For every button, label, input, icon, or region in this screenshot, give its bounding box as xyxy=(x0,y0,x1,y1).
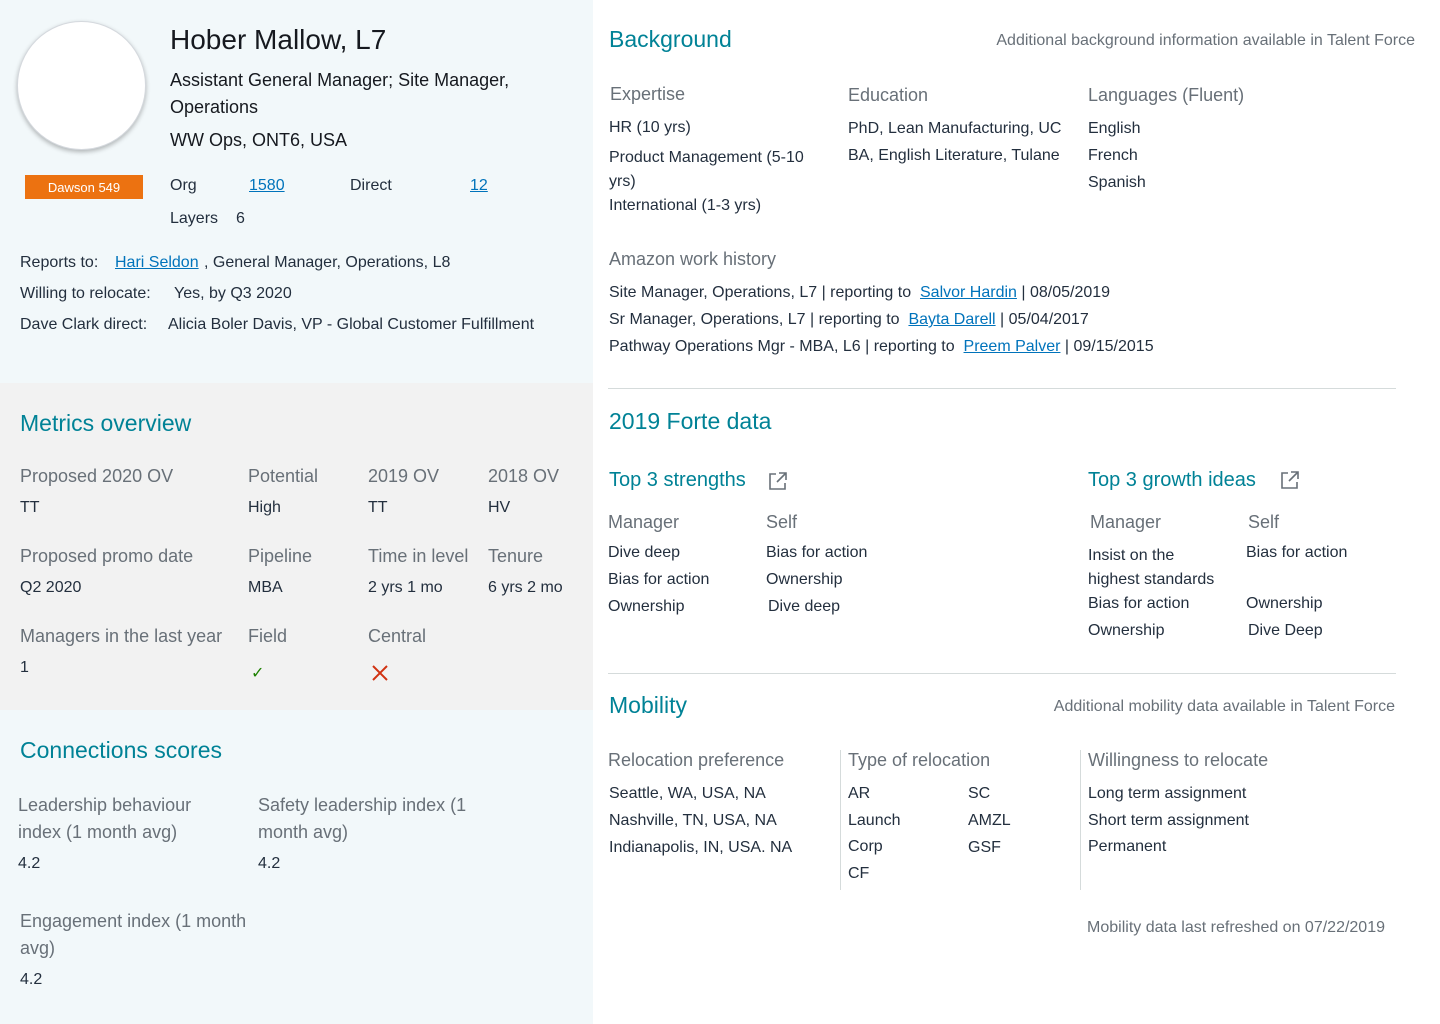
language-item: French xyxy=(1088,147,1138,164)
relocation-type-item: AMZL xyxy=(968,812,1011,829)
growth-item: Ownership xyxy=(1246,595,1323,612)
growth-item: Bias for action xyxy=(1088,595,1190,612)
languages-title: Languages (Fluent) xyxy=(1088,85,1245,105)
background-title: Background xyxy=(609,26,732,52)
metric-label: Proposed 2020 OV xyxy=(20,466,174,486)
education-item: PhD, Lean Manufacturing, UC xyxy=(848,120,1062,137)
strength-item: Ownership xyxy=(608,598,685,615)
metric-label: Managers in the last year xyxy=(20,626,223,646)
layers-value: 6 xyxy=(236,210,245,227)
layers-label: Layers xyxy=(170,210,219,227)
org-label: Org xyxy=(170,177,197,194)
metric-value: 6 yrs 2 mo xyxy=(488,579,563,596)
manager-col-label: Manager xyxy=(1090,512,1162,532)
dawson-badge: Dawson 549 xyxy=(25,175,143,199)
reports-to-role: , General Manager, Operations, L8 xyxy=(204,254,451,271)
strengths-title: Top 3 strengths xyxy=(609,469,746,491)
work-history-date: | 09/15/2015 xyxy=(1064,338,1154,355)
external-link-icon[interactable] xyxy=(1279,469,1301,491)
score-value: 4.2 xyxy=(20,971,43,988)
relocation-type-item: Launch xyxy=(848,812,901,829)
willingness-title: Willingness to relocate xyxy=(1088,750,1269,770)
relocation-type-item: CF xyxy=(848,865,870,882)
direct-count-link[interactable]: 12 xyxy=(470,177,488,194)
divider xyxy=(608,388,1396,389)
strength-item: Bias for action xyxy=(766,544,868,561)
education-item: BA, English Literature, Tulane xyxy=(848,147,1060,164)
work-history-title: Amazon work history xyxy=(609,249,777,269)
expertise-item: HR (10 yrs) xyxy=(609,119,691,136)
background-note: Additional background information available in Talent Force xyxy=(996,32,1415,49)
manager-link[interactable]: Bayta Darell xyxy=(908,311,996,328)
growth-item: Insist on the highest standards xyxy=(1088,547,1215,588)
forte-title: 2019 Forte data xyxy=(609,408,772,434)
relocation-pref-title: Relocation preference xyxy=(608,750,785,770)
relocation-type-item: SC xyxy=(968,785,991,802)
metric-value: HV xyxy=(488,499,511,516)
reports-to-link[interactable]: Hari Seldon xyxy=(115,254,199,271)
direct-label: Direct xyxy=(350,177,392,194)
employee-name: Hober Mallow, L7 xyxy=(170,24,387,55)
relocation-type-item: AR xyxy=(848,785,871,802)
willingness-item: Long term assignment xyxy=(1088,785,1247,802)
relocate-value: Yes, by Q3 2020 xyxy=(174,285,292,302)
mobility-note: Additional mobility data available in Talent Force xyxy=(1053,698,1395,715)
willingness-item: Permanent xyxy=(1088,838,1167,855)
relocation-pref-item: Seattle, WA, USA, NA xyxy=(609,785,766,802)
metric-label: 2018 OV xyxy=(488,466,560,486)
strength-item: Dive deep xyxy=(608,544,681,561)
employee-location: WW Ops, ONT6, USA xyxy=(170,130,348,150)
manager-link[interactable]: Preem Palver xyxy=(963,338,1061,355)
language-item: English xyxy=(1088,120,1141,137)
external-link-icon[interactable] xyxy=(767,470,789,492)
metric-label: Central xyxy=(368,626,427,646)
dave-clark-value: Alicia Boler Davis, VP - Global Customer Fulfillment xyxy=(168,316,535,333)
reports-to-label: Reports to: xyxy=(20,254,99,271)
work-history-role: Pathway Operations Mgr - MBA, L6 | reporting to xyxy=(609,338,955,355)
relocation-type-item: GSF xyxy=(968,839,1001,856)
relocation-type-item: Corp xyxy=(848,838,883,855)
manager-col-label: Manager xyxy=(608,512,680,532)
relocation-type-title: Type of relocation xyxy=(848,750,991,770)
metric-value: TT xyxy=(20,499,40,516)
strength-item: Ownership xyxy=(766,571,843,588)
metric-label: 2019 OV xyxy=(368,466,440,486)
avatar xyxy=(17,21,146,150)
expertise-title: Expertise xyxy=(610,84,686,104)
mobility-refreshed: Mobility data last refreshed on 07/22/2019 xyxy=(1087,919,1385,936)
score-label: Leadership behaviour index (1 month avg) xyxy=(18,795,192,842)
metric-label: Potential xyxy=(248,466,319,486)
self-col-label: Self xyxy=(766,512,798,532)
relocation-pref-item: Nashville, TN, USA, NA xyxy=(609,812,777,829)
column-divider xyxy=(1080,750,1081,890)
metric-label: Proposed promo date xyxy=(20,546,194,566)
dave-clark-label: Dave Clark direct: xyxy=(20,316,148,333)
metric-value: TT xyxy=(368,499,388,516)
growth-item: Bias for action xyxy=(1246,544,1348,561)
metric-value: MBA xyxy=(248,579,283,596)
score-value: 4.2 xyxy=(258,855,281,872)
mobility-title: Mobility xyxy=(609,692,687,718)
work-history-role: Site Manager, Operations, L7 | reporting to xyxy=(609,284,912,301)
cross-icon xyxy=(370,663,390,683)
self-col-label: Self xyxy=(1248,512,1280,532)
column-divider xyxy=(840,750,841,890)
metrics-title: Metrics overview xyxy=(20,410,192,436)
org-count-link[interactable]: 1580 xyxy=(249,177,285,194)
expertise-item: Product Management (5-10 yrs) xyxy=(609,149,804,190)
work-history-date: | 05/04/2017 xyxy=(1000,311,1089,328)
metric-value: 2 yrs 1 mo xyxy=(368,579,443,596)
strength-item: Bias for action xyxy=(608,571,710,588)
score-value: 4.2 xyxy=(18,855,41,872)
score-label: Safety leadership index (1 month avg) xyxy=(258,795,467,842)
metric-value: 1 xyxy=(20,659,29,676)
metric-label: Tenure xyxy=(488,546,544,566)
willingness-item: Short term assignment xyxy=(1088,812,1249,829)
metric-value: High xyxy=(248,499,281,516)
growth-item: Dive Deep xyxy=(1248,622,1323,639)
relocate-label: Willing to relocate: xyxy=(20,285,151,302)
metric-label: Pipeline xyxy=(248,546,313,566)
relocation-pref-item: Indianapolis, IN, USA. NA xyxy=(609,839,793,856)
metric-label: Time in level xyxy=(368,546,469,566)
education-title: Education xyxy=(848,85,929,105)
employee-title: Assistant General Manager; Site Manager, Operations xyxy=(170,70,510,117)
metric-label: Field xyxy=(248,626,288,646)
manager-link[interactable]: Salvor Hardin xyxy=(920,284,1017,301)
work-history-role: Sr Manager, Operations, L7 | reporting to xyxy=(609,311,900,328)
connections-title: Connections scores xyxy=(20,737,222,763)
language-item: Spanish xyxy=(1088,174,1146,191)
score-label: Engagement index (1 month avg) xyxy=(20,911,247,958)
growth-item: Ownership xyxy=(1088,622,1165,639)
check-icon: ✓ xyxy=(251,665,265,682)
divider xyxy=(608,673,1396,674)
work-history-row xyxy=(609,284,1110,302)
work-history-row xyxy=(609,338,1154,356)
growth-title: Top 3 growth ideas xyxy=(1088,469,1256,491)
expertise-item: International (1-3 yrs) xyxy=(609,197,762,214)
work-history-row xyxy=(609,311,1089,329)
strength-item: Dive deep xyxy=(768,598,841,615)
work-history-date: | 08/05/2019 xyxy=(1021,284,1111,301)
metric-value: Q2 2020 xyxy=(20,579,82,596)
